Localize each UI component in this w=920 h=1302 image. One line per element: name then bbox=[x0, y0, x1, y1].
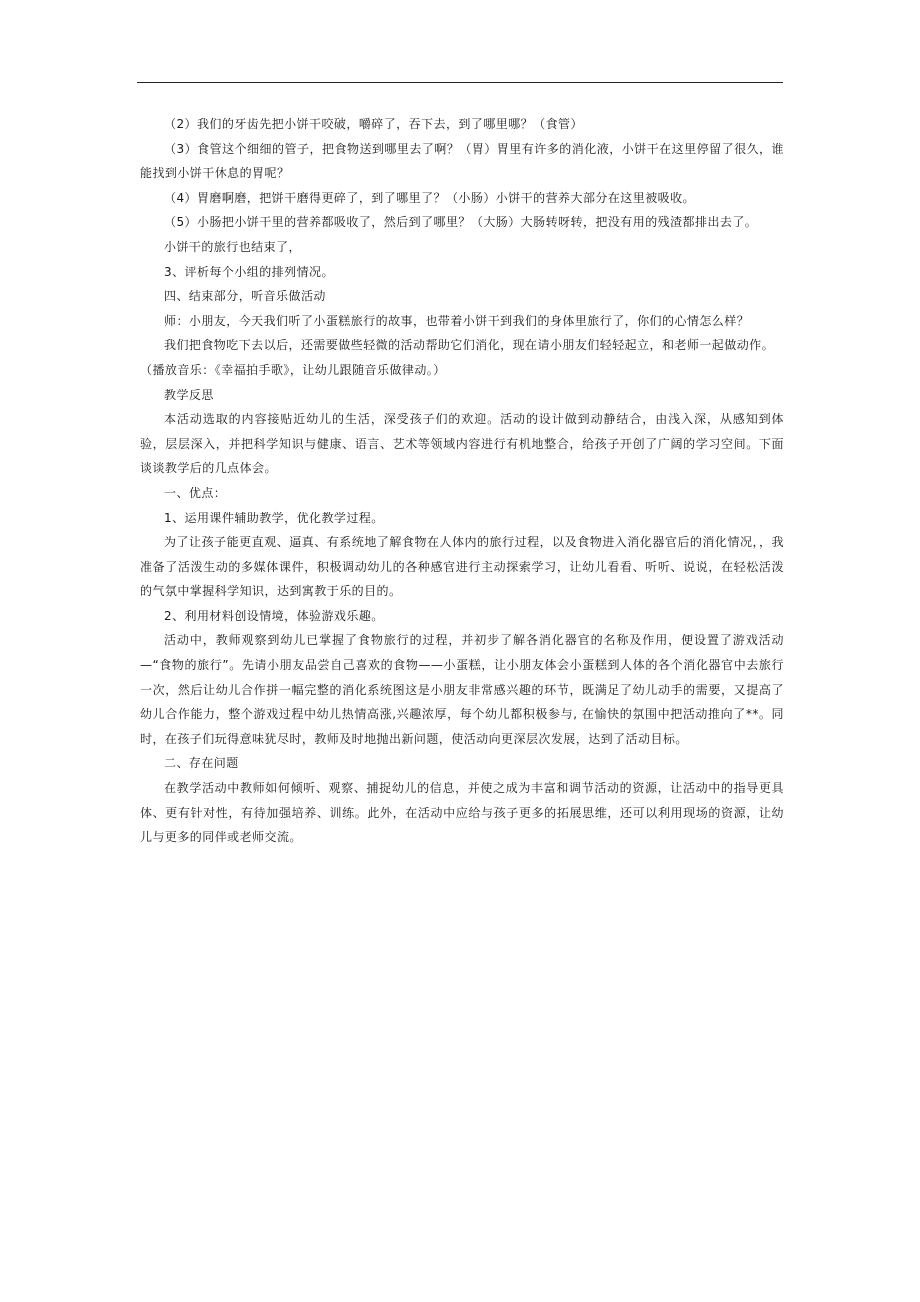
paragraph: （2）我们的牙齿先把小饼干咬破，嚼碎了，吞下去，到了哪里哪？（食管） bbox=[164, 117, 583, 131]
paragraph: 教学反思 bbox=[164, 387, 214, 402]
paragraph: 为了让孩子能更直观、逼真、有系统地了解食物在人体内的旅行过程，以及食物进入消化器官后的消化情况，，我准备了活泼生动的多媒体课件，积极调动幼儿的各种感官进行主动探索学习，让幼儿看看、听听、说说，在轻松活泼的气氛中掌握科学知识，达到寓教于乐的目的。 bbox=[140, 535, 784, 599]
paragraph: （5）小肠把小饼干里的营养都吸收了，然后到了哪里？（大肠）大肠转呀转，把没有用的残渣都排出去了。 bbox=[164, 215, 758, 230]
paragraph: 小饼干的旅行也结束了， bbox=[164, 239, 301, 254]
document-body bbox=[140, 112, 784, 850]
paragraph: 3、评析每个小组的排列情况。 bbox=[164, 264, 334, 279]
paragraph: 在教学活动中教师如何倾听、观察、捕捉幼儿的信息，并使之成为丰富和调节活动的资源，让活动中的指导更具体、更有针对性，有待加强培养、训练。此外，在活动中应给与孩子更多的拓展思维，还可以利用现场的资源，让幼儿与更多的同伴或老师交流。 bbox=[140, 781, 784, 845]
header-rule bbox=[137, 82, 783, 83]
paragraph: 我们把食物吃下去以后，还需要做些轻微的活动帮助它们消化，现在请小朋友们轻轻起立，和老师一起做动作。 bbox=[164, 338, 775, 353]
paragraph: 师：小朋友，今天我们听了小蛋糕旅行的故事，也带着小饼干到我们的身体里旅行了，你们的心情怎么样？ bbox=[164, 313, 750, 328]
paragraph: 二、存在问题 bbox=[164, 756, 239, 771]
paragraph: 1、运用课件辅助教学，优化教学过程。 bbox=[164, 510, 384, 525]
paragraph: 2、利用材料创设情境，体验游戏乐趣。 bbox=[164, 608, 384, 623]
paragraph: （3）食管这个细细的管子，把食物送到哪里去了啊？（胃）胃里有许多的消化液，小饼干在这里停留了很久，谁能找到小饼干休息的胃呢？ bbox=[140, 141, 784, 181]
paragraph: 活动中，教师观察到幼儿已掌握了食物旅行的过程，并初步了解各消化器官的名称及作用，便设置了游戏活动—“食物的旅行”。先请小朋友品尝自己喜欢的食物——小蛋糕，让小朋友体会小蛋糕到人体的各个消化器官中去旅行一次，然后让幼儿合作拼一幅完整的消化系统图这是小朋友非常感兴趣的环节，既满足了幼儿动手的需要，又提高了幼儿合作能力，整个游戏过程中幼儿热情高涨,兴趣浓厚，每个幼儿都积极参与, 在愉快的氛围中把活动推向了**。同时，在孩子们玩得意味犹尽时，教师及时地抛出新问题，使活动向更深层次发展，达到了活动目标。 bbox=[140, 633, 784, 746]
paragraph: （4）胃磨啊磨，把饼干磨得更碎了，到了哪里了？（小肠）小饼干的营养大部分在这里被吸收。 bbox=[164, 190, 695, 205]
paragraph: 四、结束部分，听音乐做活动 bbox=[164, 289, 326, 304]
paragraph: 本活动选取的内容接贴近幼儿的生活，深受孩子们的欢迎。活动的设计做到动静结合，由浅入深，从感知到体验，层层深入，并把科学知识与健康、语言、艺术等领域内容进行有机地整合，给孩子开创了广阔的学习空间。下面谈谈教学后的几点体会。 bbox=[140, 412, 784, 476]
paragraph: 一、优点： bbox=[164, 485, 227, 500]
paragraph: （播放音乐：《幸福拍手歌》，让幼儿跟随音乐做律动。） bbox=[140, 362, 446, 377]
